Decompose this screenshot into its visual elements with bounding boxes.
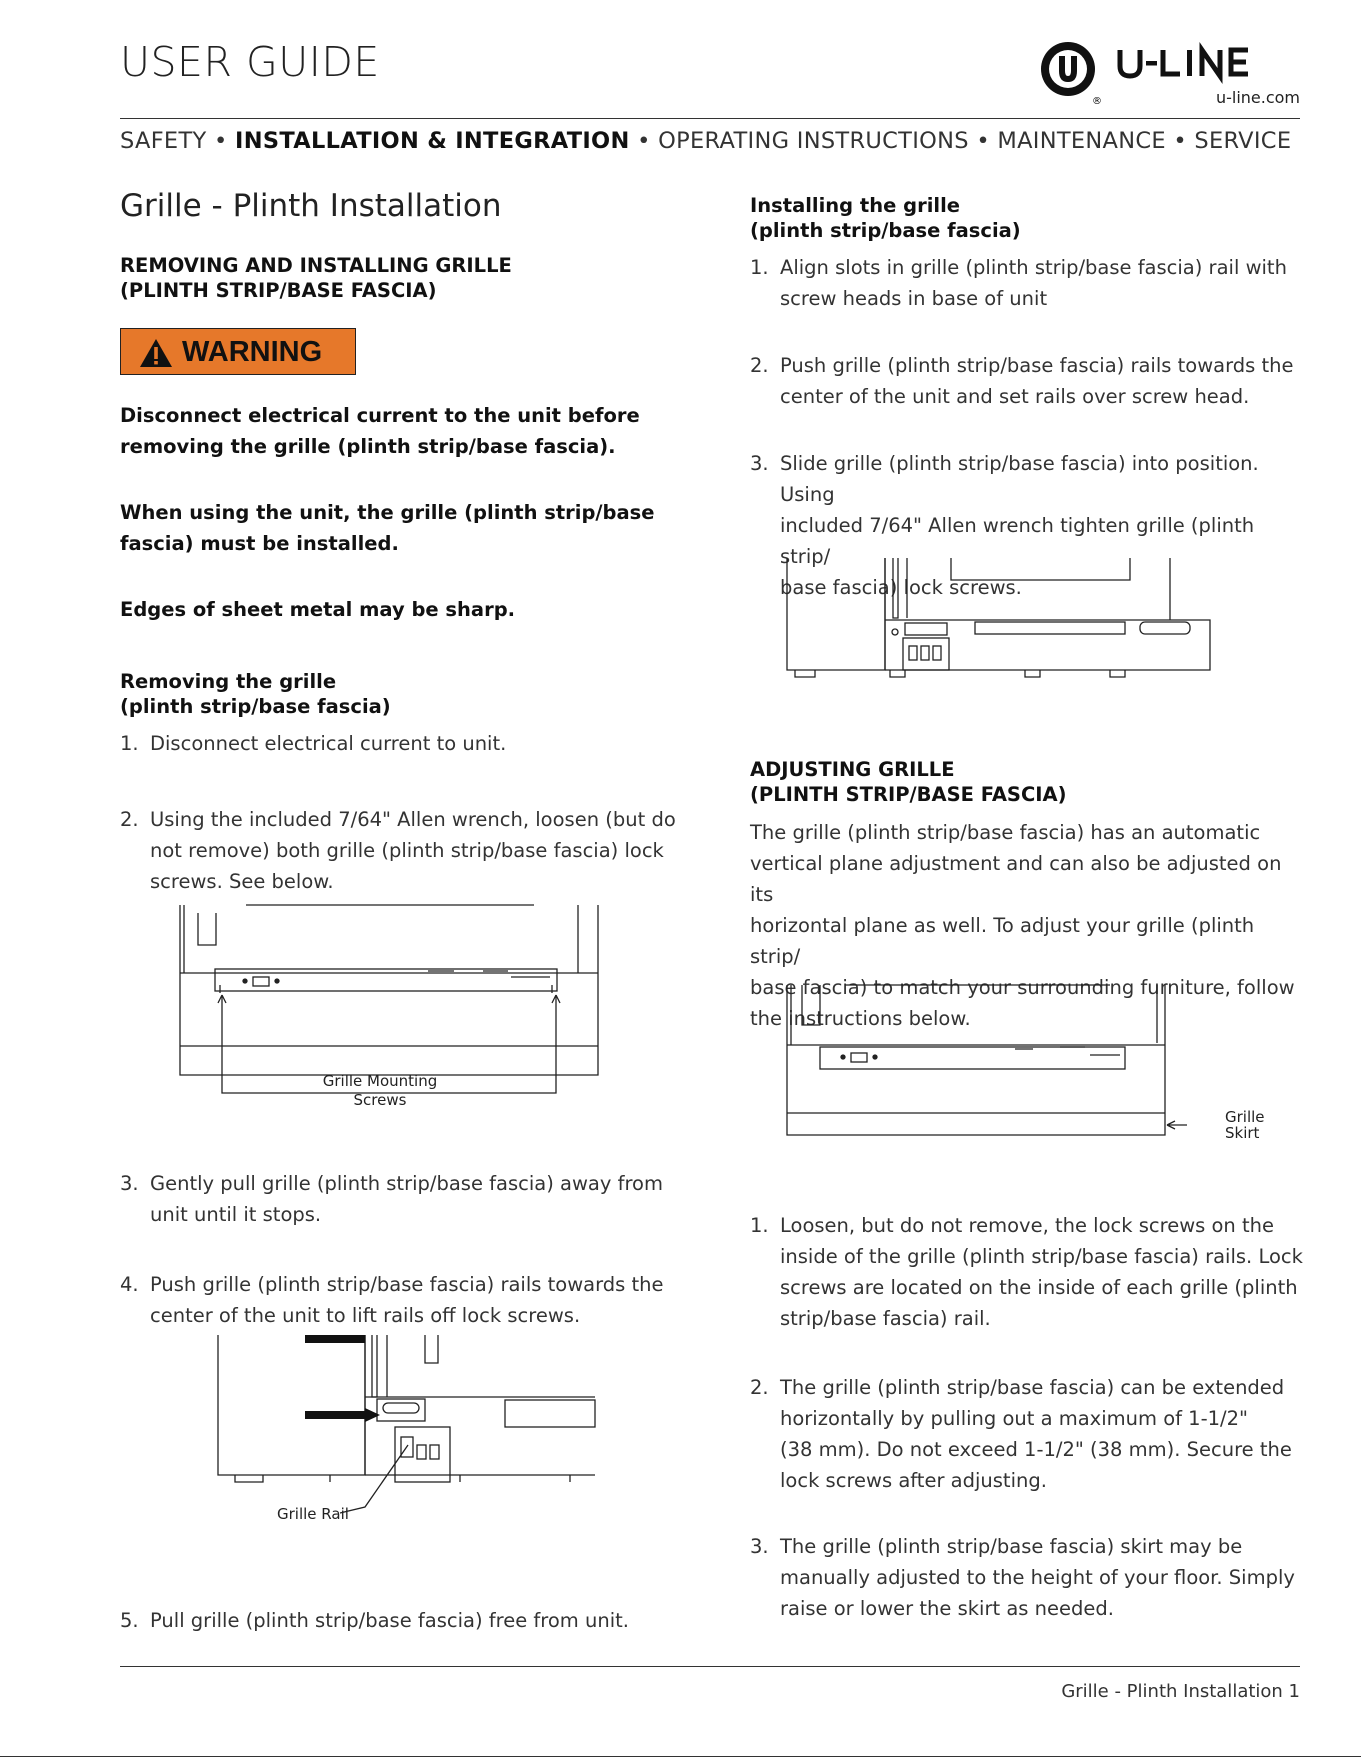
u-line-logo [1040,38,1300,110]
arrow-icon [305,1408,380,1422]
figure-grille-mounting-screws [178,905,598,1115]
nav-operating: OPERATING INSTRUCTIONS [658,128,969,154]
footer-page-label: Grille - Plinth Installation 1 [1061,1681,1300,1702]
figure4-caption-line1: Grille [1225,1108,1265,1126]
removing-title: Removing the grille (plinth strip/base fascia) [120,670,391,718]
nav-installation: INSTALLATION & INTEGRATION [235,128,630,154]
install-step-1: 1. Align slots in grille (plinth strip/base fascia) rail with screw heads in base of unit [750,256,1287,310]
page-bottom-rule [0,1756,1361,1757]
nav-service: SERVICE [1194,128,1292,154]
header-divider [120,118,1300,119]
warning-triangle-icon [139,338,173,368]
figure4-caption-line2: Skirt [1225,1124,1260,1142]
guide-title: USER GUIDE [120,38,380,86]
u-line-wordmark [1118,46,1298,86]
remove-step-2: 2. Using the included 7/64" Allen wrench, loosen (but do not remove) both grille (plinth strip/base fascia) lock screws. See below. [120,808,676,893]
remove-step-3: 3. Gently pull grille (plinth strip/base fascia) away from unit until it stops. [120,1172,663,1226]
warning-text-1: Disconnect electrical current to the unit before removing the grille (plinth strip/base fascia). [120,404,640,458]
figure2-caption: Grille Rail [277,1505,349,1523]
nav-separator: • [1173,128,1187,154]
warning-text-2: When using the unit, the grille (plinth strip/base fascia) must be installed. [120,501,655,555]
footer-divider [120,1666,1300,1667]
adjusting-title: ADJUSTING GRILLE (PLINTH STRIP/BASE FASCIA) [750,758,1067,806]
warning-label: WARNING [182,336,323,368]
installing-title: Installing the grille (plinth strip/base fascia) [750,194,1021,242]
adjust-step-2: 2. The grille (plinth strip/base fascia) can be extended horizontally by pulling out a maximum of 1-1/2" (38 mm). Do not exceed 1-1/2" (38 mm). Secure the lock screws after adjusting. [750,1376,1292,1492]
figure1-caption-line1: Grille Mounting [322,1072,438,1090]
svg-text:®: ® [1092,96,1102,107]
figure-grille-skirt [785,985,1285,1145]
figure-grille-rail [215,1335,595,1523]
nav-separator: • [214,128,228,154]
remove-step-5: 5. Pull grille (plinth strip/base fascia) free from unit. [120,1609,629,1632]
section-nav [120,128,1291,154]
remove-step-1: 1. Disconnect electrical current to unit. [120,732,507,755]
section-title: REMOVING AND INSTALLING GRILLE (PLINTH STRIP/BASE FASCIA) [120,254,512,302]
nav-safety: SAFETY [120,128,207,154]
page-heading: Grille - Plinth Installation [120,188,502,224]
figure1-caption-line2: Screws [353,1091,407,1109]
nav-separator: • [976,128,990,154]
warning-badge [120,328,356,375]
nav-separator: • [637,128,651,154]
install-step-3: 3. Slide grille (plinth strip/base fascia) into position. Using included 7/64" Allen wrench tighten grille (plinth strip/ base fascia) lock screws. [750,452,1259,599]
u-line-circle-icon [1040,38,1110,108]
warning-text-3: Edges of sheet metal may be sharp. [120,598,516,621]
logo-url: u-line.com [1215,88,1300,107]
adjust-step-1: 1. Loosen, but do not remove, the lock screws on the inside of the grille (plinth strip/base fascia) rails. Lock screws are located on the inside of each grille (plinth strip/base fascia) rail. [750,1214,1303,1330]
adjust-step-3: 3. The grille (plinth strip/base fascia) skirt may be manually adjusted to the height of your floor. Simply raise or lower the skirt as needed. [750,1535,1295,1620]
figure-grille-installed [785,558,1215,678]
remove-step-4: 4. Push grille (plinth strip/base fascia) rails towards the center of the unit to lift rails off lock screws. [120,1273,664,1327]
adjusting-intro: The grille (plinth strip/base fascia) has an automatic vertical plane adjustment and can also be adjusted on its horizontal plane as well. To adjust your grille (plinth strip/ base fascia) to match your surrounding furniture, follow the instructions below. [750,821,1295,1030]
install-step-2: 2. Push grille (plinth strip/base fascia) rails towards the center of the unit and set rails over screw head. [750,354,1294,408]
nav-maintenance: MAINTENANCE [997,128,1166,154]
